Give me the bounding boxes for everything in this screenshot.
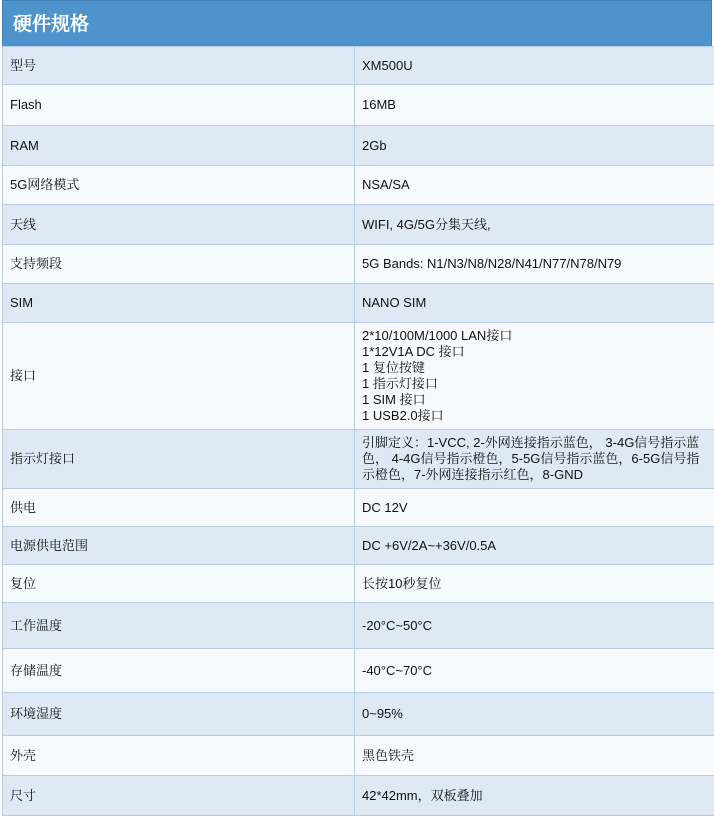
table-row xyxy=(3,126,714,166)
row-value: 5G Bands: N1/N3/N8/N28/N41/N77/N78/N79 xyxy=(355,245,714,284)
spec-table xyxy=(2,46,714,816)
row-label: Flash xyxy=(3,85,355,126)
row-value: -40°C~70°C xyxy=(355,649,714,693)
row-label: 5G网络模式 xyxy=(3,166,355,205)
table-row xyxy=(3,736,714,776)
section-title: 硬件规格 xyxy=(2,0,712,46)
row-label: RAM xyxy=(3,126,355,166)
row-label: 型号 xyxy=(3,47,355,85)
row-value: NANO SIM xyxy=(355,284,714,323)
table-row xyxy=(3,489,714,527)
table-row xyxy=(3,323,714,430)
row-label: 支持频段 xyxy=(3,245,355,284)
row-value: -20°C~50°C xyxy=(355,603,714,649)
row-label: 环境湿度 xyxy=(3,693,355,736)
table-row xyxy=(3,693,714,736)
table-row xyxy=(3,565,714,603)
table-row xyxy=(3,603,714,649)
row-value: 2Gb xyxy=(355,126,714,166)
row-label: 工作温度 xyxy=(3,603,355,649)
table-row xyxy=(3,776,714,816)
row-label: 供电 xyxy=(3,489,355,527)
row-value: 黑色铁壳 xyxy=(355,736,714,776)
table-row xyxy=(3,166,714,205)
row-value: WIFI, 4G/5G分集天线, xyxy=(355,205,714,245)
table-row xyxy=(3,527,714,565)
row-label: 存储温度 xyxy=(3,649,355,693)
row-value: 0~95% xyxy=(355,693,714,736)
table-row xyxy=(3,47,714,85)
row-value: 42*42mm，双板叠加 xyxy=(355,776,714,816)
row-value: XM500U xyxy=(355,47,714,85)
row-value: 引脚定义：1-VCC, 2-外网连接指示蓝色， 3-4G信号指示蓝色， 4-4G信号指示橙色，5-5G信号指示蓝色，6-5G信号指示橙色，7-外网连接指示红色，8-GND xyxy=(355,430,714,489)
row-value: 2*10/100M/1000 LAN接口 1*12V1A DC 接口 1 复位按键 1 指示灯接口 1 SIM 接口 1 USB2.0接口 xyxy=(355,323,714,430)
row-value: NSA/SA xyxy=(355,166,714,205)
table-row xyxy=(3,85,714,126)
row-label: 尺寸 xyxy=(3,776,355,816)
row-label: 外壳 xyxy=(3,736,355,776)
row-label: 天线 xyxy=(3,205,355,245)
table-row xyxy=(3,284,714,323)
row-label: 指示灯接口 xyxy=(3,430,355,489)
table-row xyxy=(3,205,714,245)
row-label: 电源供电范围 xyxy=(3,527,355,565)
row-label: SIM xyxy=(3,284,355,323)
table-row xyxy=(3,430,714,489)
table-row xyxy=(3,649,714,693)
row-value: DC 12V xyxy=(355,489,714,527)
row-value: DC +6V/2A~+36V/0.5A xyxy=(355,527,714,565)
row-value: 16MB xyxy=(355,85,714,126)
row-value: 长按10秒复位 xyxy=(355,565,714,603)
table-row xyxy=(3,245,714,284)
row-label: 接口 xyxy=(3,323,355,430)
spec-sheet xyxy=(2,0,712,819)
row-label: 复位 xyxy=(3,565,355,603)
